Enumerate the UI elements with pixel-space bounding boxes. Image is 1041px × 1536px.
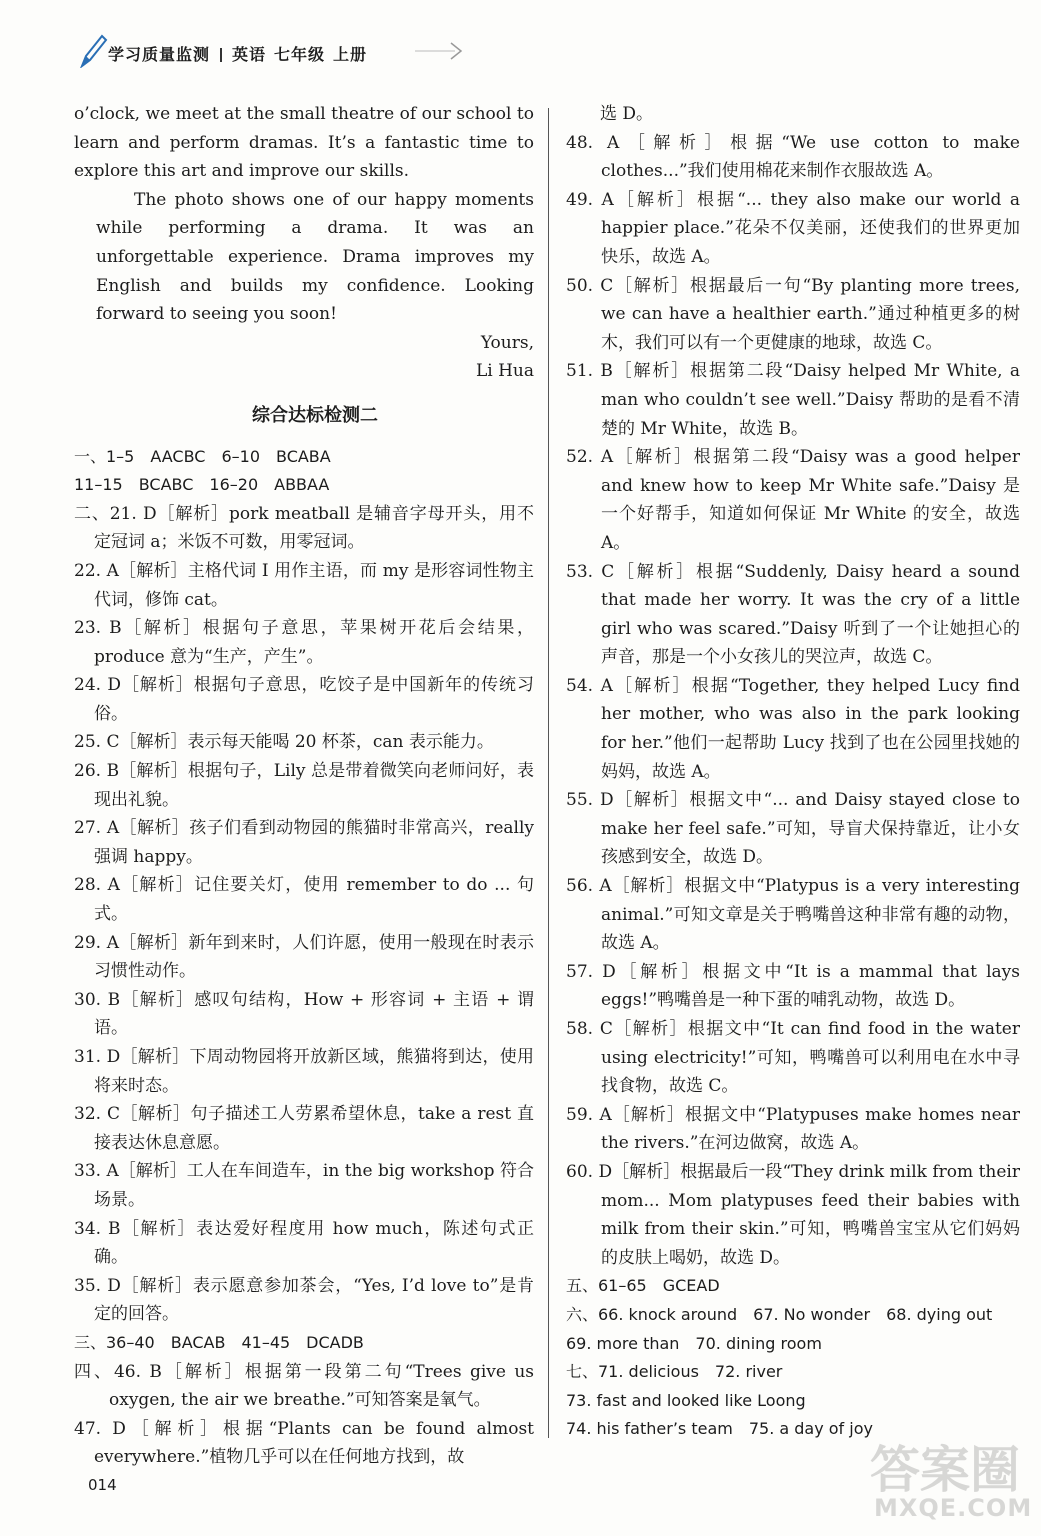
letter-paragraph: o’clock, we meet at the small theatre of our school to learn and perform dramas. It’s a fantastic time to explore this art and improve our skills. <box>74 104 534 182</box>
answer-item: 51. B［解析］根据第二段“Daisy helped Mr White, a man who couldn’t see well.”Daisy 帮助的是看不清楚的 Mr White，故选 B。 <box>566 361 1020 439</box>
left-column <box>74 100 534 1472</box>
answer-line: 11–15 BCABC 16–20 ABBAA <box>74 475 330 495</box>
answer-item: 52. A［解析］根据第二段“Daisy was a good helper and knew how to keep Mr White safe.”Daisy 是一个好帮手，知道如何保证 Mr White 的安全，故选 A。 <box>566 447 1020 553</box>
answer-line: 五、61–65 GCEAD <box>566 1276 720 1296</box>
answer-item: 31. D［解析］下周动物园将开放新区域，熊猫将到达，使用将来时态。 <box>74 1047 534 1096</box>
answer-item: 四、46. B［解析］根据第一段第二句“Trees give us oxygen, the air we breathe.”可知答案是氧气。 <box>74 1361 534 1411</box>
header-series: 学习质量监测 <box>108 45 211 64</box>
answer-item: 48. A［解析］根据“We use cotton to make clothes...”我们使用棉花来制作衣服故选 A。 <box>566 132 1020 182</box>
answer-item: 56. A［解析］根据文中“Platypus is a very interesting animal.”可知文章是关于鸭嘴兽这种非常有趣的动物，故选 A。 <box>566 876 1020 954</box>
page-number: 014 <box>88 1476 117 1494</box>
right-column <box>566 100 1020 1444</box>
header-subject: 英语 <box>232 45 267 64</box>
header-volume: 上册 <box>333 45 368 64</box>
answer-item: 50. C［解析］根据最后一句“By planting more trees, we can have a healthier earth.”通过种植更多的树木，我们可以有一个更健康的地球，故选 C。 <box>566 275 1020 353</box>
answer-item: 47. D［解析］根据“Plants can be found almost everywhere.”植物几乎可以在任何地方找到，故 <box>74 1418 534 1468</box>
answer-item: 24. D［解析］根据句子意思，吃饺子是中国新年的传统习俗。 <box>74 675 534 724</box>
answer-item: 27. A［解析］孩子们看到动物园的熊猫时非常高兴，really 强调 happy。 <box>74 818 534 867</box>
answer-item: 35. D［解析］表示愿意参加茶会，“Yes, I’d love to”是肯定的回答。 <box>74 1275 534 1325</box>
watermark-url: MXQE.COM <box>874 1494 1033 1522</box>
column-divider <box>548 108 549 1438</box>
header-title <box>108 42 367 65</box>
letter-paragraph: The photo shows one of our happy moments while performing a drama. It was an unforgettable experience. Drama improves my English and builds my confidence. Looking forward to seeing you soon! <box>96 189 534 325</box>
watermark-logo <box>860 1430 1033 1530</box>
answer-item: 34. B［解析］表达爱好程度用 how much，陈述句式正确。 <box>74 1218 534 1268</box>
section-title: 综合达标检测二 <box>252 404 378 426</box>
answer-item: 60. D［解析］根据最后一段“They drink milk from their mom... Mom platypuses feed their babies with milk from their skin.”可知，鸭嘴兽宝宝从它们妈妈的皮肤上喝奶，故选 D。 <box>566 1161 1020 1268</box>
answer-item: 28. A［解析］记住要关灯，使用 remember to do ... 句式。 <box>74 875 534 925</box>
pen-icon <box>78 32 108 68</box>
chevron-right-icon <box>415 40 465 62</box>
answer-item: 32. C［解析］句子描述工人劳累希望休息，take a rest 直接表达休息意愿。 <box>74 1104 534 1153</box>
answer-item: 22. A［解析］主格代词 I 用作主语，而 my 是形容词性物主代词，修饰 cat。 <box>74 560 534 610</box>
answer-line: 74. his father’s team 75. a day of joy <box>566 1419 873 1439</box>
page-header <box>70 30 490 70</box>
answer-item: 55. D［解析］根据文中“... and Daisy stayed close to make her feel safe.”可知，导盲犬保持靠近，让小女孩感到安全，故选 D。 <box>566 790 1020 868</box>
answer-item: 57. D［解析］根据文中“It is a mammal that lays eggs!”鸭嘴兽是一种下蛋的哺乳动物，故选 D。 <box>566 961 1020 1011</box>
answer-item: 33. A［解析］工人在车间造车，in the big workshop 符合场景。 <box>74 1161 534 1210</box>
answer-item: 30. B［解析］感叹句结构，How + 形容词 + 主语 + 谓语。 <box>74 989 534 1039</box>
answer-item: 54. A［解析］根据“Together, they helped Lucy find her mother, who was also in the park looking for her.”他们一起帮助 Lucy 找到了也在公园里找她的妈妈，故选 A。 <box>566 675 1020 782</box>
answer-line: 六、66. knock around 67. No wonder 68. dying out <box>566 1304 993 1324</box>
answer-item: 29. A［解析］新年到来时，人们许愿，使用一般现在时表示习惯性动作。 <box>74 932 534 982</box>
answer-item: 59. A［解析］根据文中“Platypuses make homes near the rivers.”在河边做窝，故选 A。 <box>566 1104 1020 1154</box>
answer-line: 73. fast and looked like Loong <box>566 1390 806 1410</box>
answer-item: 49. A［解析］根据“... they also make our world a happier place.”花朵不仅美丽，还使我们的世界更加快乐，故选 A。 <box>566 189 1020 267</box>
letter-signature: Li Hua <box>475 361 534 382</box>
answer-item: 二、21. D［解析］pork meatball 是辅音字母开头，用不定冠词 a；米饭不可数，用零冠词。 <box>74 503 534 553</box>
watermark-text: 答案圈 <box>870 1441 1020 1499</box>
answer-item: 58. C［解析］根据文中“It can find food in the water using electricity!”可知，鸭嘴兽可以利用电在水中寻找食物，故选 C。 <box>566 1019 1020 1097</box>
answer-item: 53. C［解析］根据“Suddenly, Daisy heard a sound that made her worry. It was the cry of a little girl who was scared.”Daisy 听到了一个让她担心的声音，那是一个小女孩儿的哭泣声，故选 C。 <box>566 561 1020 668</box>
answer-item: 23. B［解析］根据句子意思，苹果树开花后会结果，produce 意为“生产，产生”。 <box>74 618 534 667</box>
answer-item: 选 D。 <box>600 104 654 124</box>
header-grade: 七年级 <box>274 45 326 64</box>
answer-item: 25. C［解析］表示每天能喝 20 杯茶，can 表示能力。 <box>74 732 494 753</box>
letter-closing: Yours, <box>480 332 534 353</box>
answer-line: 69. more than 70. dining room <box>566 1333 822 1353</box>
answer-line: 七、71. delicious 72. river <box>566 1362 783 1382</box>
answer-line: 一、1–5 AACBC 6–10 BCABA <box>74 446 331 466</box>
header-separator <box>220 48 222 62</box>
answer-line: 三、36–40 BACAB 41–45 DCADB <box>74 1332 364 1352</box>
answer-item: 26. B［解析］根据句子，Lily 总是带着微笑向老师问好，表现出礼貌。 <box>74 761 534 810</box>
